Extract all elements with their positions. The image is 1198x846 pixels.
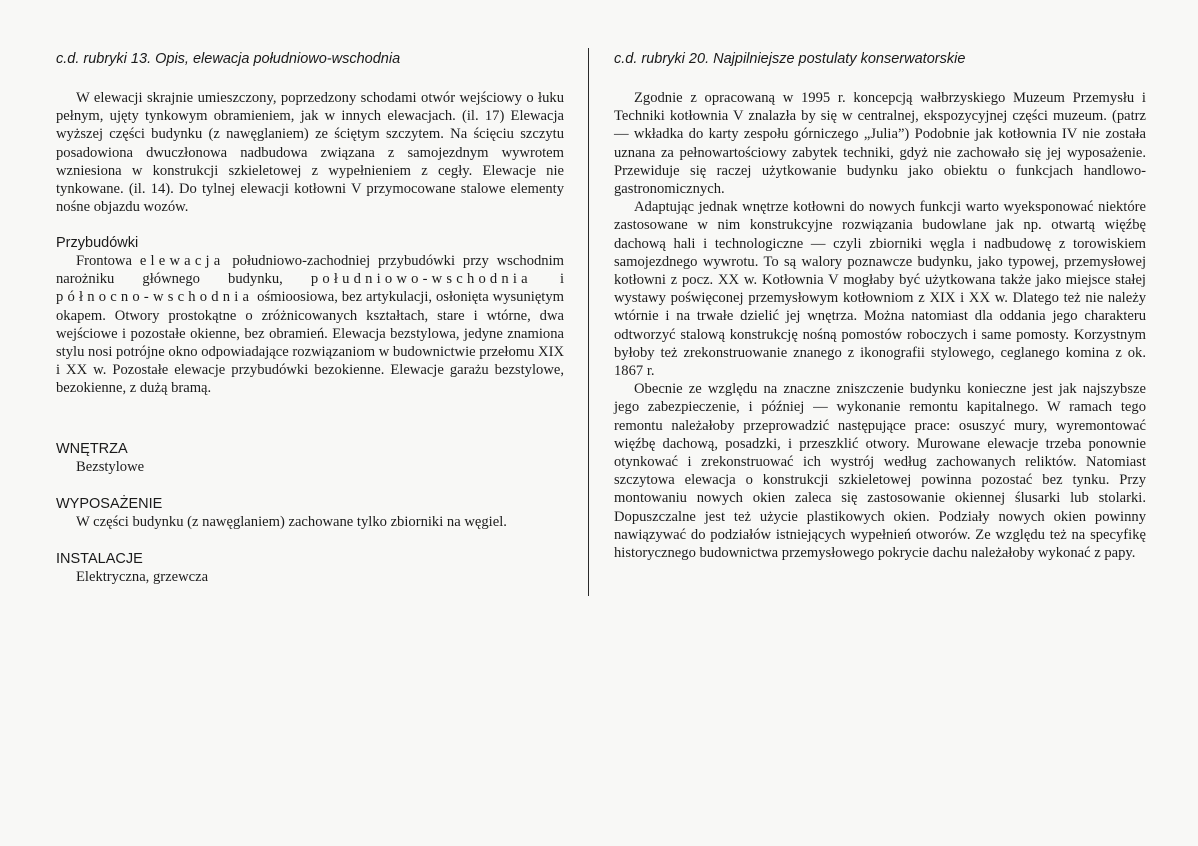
section-wnetrza: [56, 441, 564, 476]
section-instalacje: [56, 551, 564, 586]
column-divider: [588, 48, 589, 596]
instalacje-text: Elektryczna, grzewcza: [76, 569, 209, 585]
right-paragraph-1: Zgodnie z opracowaną w 1995 r. koncepcją wałbrzyskiego Muzeum Przemysłu i Techniki kotłownia V znalazła by się w centralnej, ekspozycyjnej części muzeum. (patrz — wkładka do karty zespołu górniczego „Julia”) Podobnie jak kotłownia IV nie została uznana za pełnowartościowy zabytek techniki, gdyż nie zachowało się jej wyposażenie. Przewiduje się raczej użytkowanie budynku jako obiektu o funkcjach handlowo-gastronomicznych.: [614, 90, 1146, 198]
przybudowki-text-3: i: [559, 271, 565, 288]
przybudowki-spaced-2: południowo-wschodnia: [310, 271, 532, 288]
wyposazenie-heading: WYPOSAŻENIE: [56, 496, 163, 512]
przybudowki-spaced-1: elewacja: [139, 253, 225, 269]
right-rubric-heading: c.d. rubryki 20. Najpilniejsze postulaty konserwatorskie: [614, 51, 966, 67]
section-przybudowki: [56, 235, 564, 398]
wyposazenie-text: W części budynku (z nawęglaniem) zachowane tylko zbiorniki na węgiel.: [76, 514, 507, 530]
przybudowki-text-2: południowo-zachodniej przybudówki przy wschodnim narożniku głównego budynku,: [56, 253, 564, 288]
left-intro-block: [56, 89, 564, 216]
wnetrza-heading: WNĘTRZA: [56, 441, 128, 457]
przybudowki-heading: Przybudówki: [56, 235, 139, 251]
przybudowki-paragraph: [56, 252, 564, 398]
przybudowki-spaced-3: północno-wschodnia: [56, 289, 254, 306]
right-paragraph-3: Obecnie ze względu na znaczne zniszczenie budynku konieczne jest jak najszybsze jego zabezpieczenie, i później — wykonanie remontu kapitalnego. W ramach tego remontu należałoby przeprowadzić następujące prace: osuszyć mury, wyremontować więźbę dachową, posadzki, i przeszklić otwory. Murowane elewacje trzeba ponownie otynkować i zrekonstruować ich wystrój według zachowanych reliktów. Natomiast szczytowa elewacja o konstrukcji szkieletowej powinna pozostać bez tynku. Przy montowaniu nowych okien zaleca się zastosowanie okiennej ślusarki lub stolarki. Dopuszczalne jest też użycie plastikowych okien. Podziały nowych okien powinny nawiązywać do podziałów istniejących wypełnień otworów. Ze względu też na specyfikę historycznego budownictwa przemysłowego pokrycie dachu należałoby wykonać z papy.: [614, 381, 1146, 562]
left-rubric-heading: c.d. rubryki 13. Opis, elewacja południowo-wschodnia: [56, 51, 401, 67]
przybudowki-text-1: Frontowa: [76, 253, 132, 269]
instalacje-heading: INSTALACJE: [56, 551, 143, 567]
right-paragraph-2: Adaptując jednak wnętrze kotłowni do nowych funkcji warto wyeksponować niektóre zastosowane w nim konstrukcyjne rozwiązania budowlane jak np. otwartą więźbę dachową hali i technologiczne — czyli zbiorniki węgla i nadbudowę z torowiskiem samojezdnego wywrotu. To są walory poznawcze budynku, jako typowej, przemysłowej kotłowni z pocz. XX w. Kotłownia V mogłaby być użytkowana także jako miejsce stałej wystawy poświęconej przemysłowym kotłowniom z XIX i XX w. Dlatego też nie należy wtórnie i na trwałe dzielić jej wnętrza. Można natomiast dla oddania jego charakteru odtworzyć stalową konstrukcję nośną pomostów roboczych i same pomosty. Korzystnym byłoby też zrekonstruowanie znanego z ikonografii stylowego, ceglanego komina z ok. 1867 r.: [614, 199, 1146, 380]
right-text-block: [614, 89, 1146, 562]
section-wyposazenie: [56, 496, 564, 531]
left-intro-paragraph: W elewacji skrajnie umieszczony, poprzedzony schodami otwór wejściowy o łuku pełnym, ujęty tynkowym obramieniem, jak w innych elewacjach. (il. 17) Elewacja wyższej części budynku (z nawęglaniem) ze ściętym szczytem. Na ścięciu szczytu posadowiona dwuczłonowa nadbudowa związana z samojezdnym wywrotem wzniesiona w konstrukcji szkieletowej z wypełnieniem z cegły. Elewacje nie tynkowane. (il. 14). Do tylnej elewacji kotłowni V przymocowane stalowe elementy nośne objazdu wozów.: [56, 90, 564, 216]
przybudowki-text-4: ośmioosiowa, bez artykulacji, osłonięta wysuniętym okapem. Otwory prostokątne o zróżnicowanych kształtach, stare i wtórne, dwa wejściowe i pozostałe okienne, bez obramień. Elewacja bezstylowa, jedyne znamiona stylu nosi potrójne okno odpowiadające rozwiązaniom w budownictwie przełomu XIX i XX w. Pozostałe elewacje przybudówki bezokienne. Elewacje garażu bezstylowe, bezokienne, z dużą bramą.: [56, 289, 564, 397]
wnetrza-text: Bezstylowe: [76, 459, 145, 475]
